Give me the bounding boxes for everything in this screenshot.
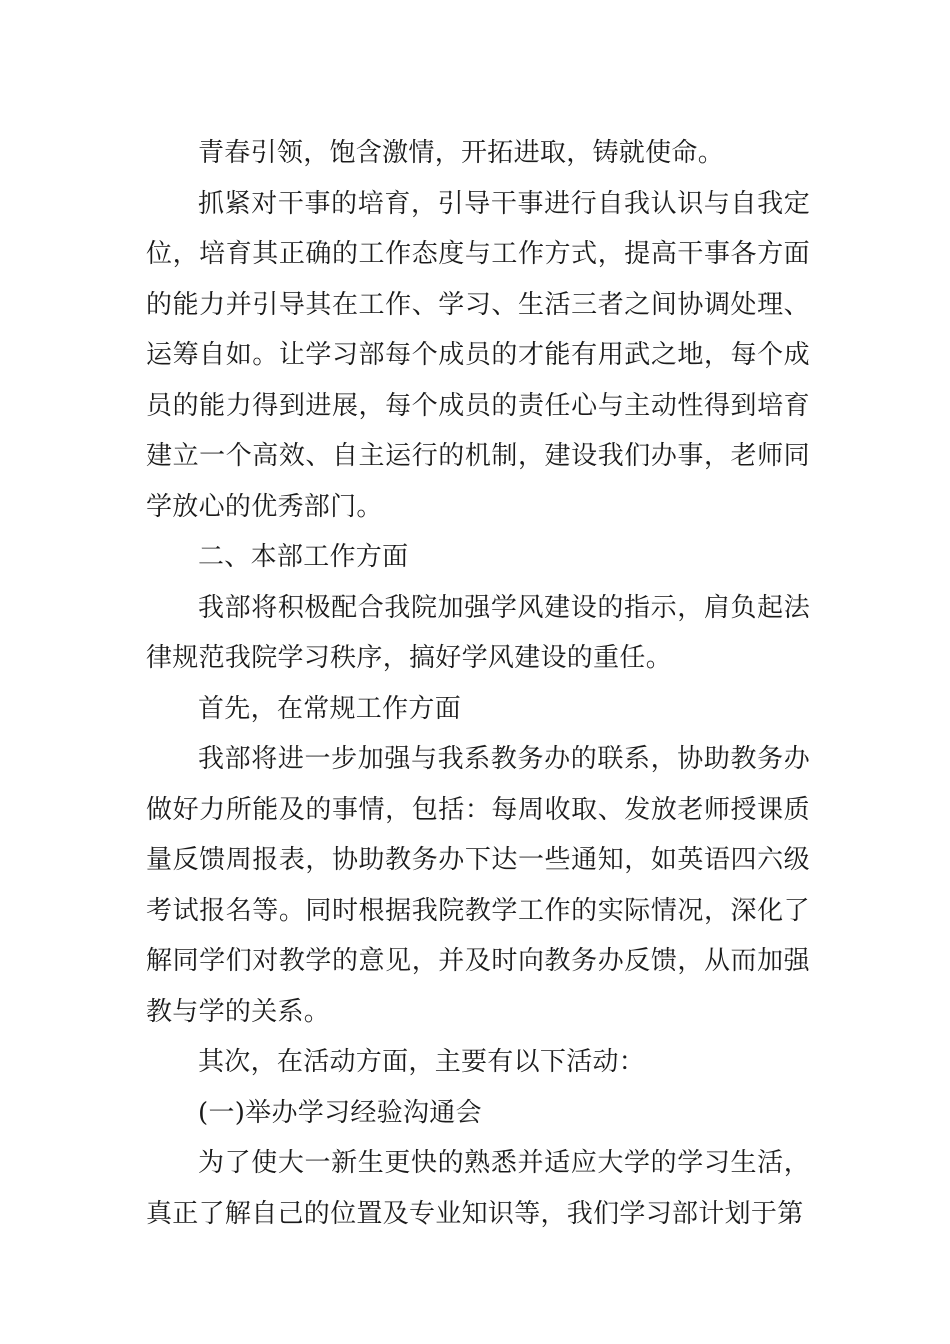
- document-body: [146, 128, 810, 1239]
- paragraph-slogan: 青春引领，饱含激情，开拓进取，铸就使命。: [198, 138, 725, 168]
- subheading-routine-work: 首先，在常规工作方面: [198, 693, 462, 724]
- paragraph-training-cadres: 抓紧对干事的培育，引导干事进行自我认识与自我定位，培育其正确的工作态度与工作方式，提高干事各方面的能力并引导其在工作、学习、生活三者之间协调处理、运筹自如。让学习部每个成员的才能有用武之地，每个成员的能力得到进展，每个成员的责任心与主动性得到培育建立一个高效、自主运行的机制，建设我们办事，老师同学放心的优秀部门。: [146, 188, 810, 522]
- section-heading-department-work: 二、本部工作方面: [198, 542, 409, 572]
- paragraph-freshmen: 为了使大一新生更快的熟悉并适应大学的学习生活，真正了解自己的位置及专业知识等，我们学习部计划于第: [146, 1148, 810, 1229]
- paragraph-study-style: 我部将积极配合我院加强学风建设的指示，肩负起法律规范我院学习秩序，搞好学风建设的重任。: [146, 592, 810, 673]
- paragraph-academic-office: 我部将进一步加强与我系教务办的联系，协助教务办做好力所能及的事情，包括：每周收取、发放老师授课质量反馈周报表，协助教务办下达一些通知，如英语四六级考试报名等。同时根据我院教学工作的实际情况，深化了解同学们对教学的意见，并及时向教务办反馈，从而加强教与学的关系。: [146, 744, 810, 1027]
- subheading-activities: 其次，在活动方面，主要有以下活动：: [198, 1047, 646, 1077]
- list-item-experience-meeting: (一)举办学习经验沟通会: [198, 1097, 482, 1128]
